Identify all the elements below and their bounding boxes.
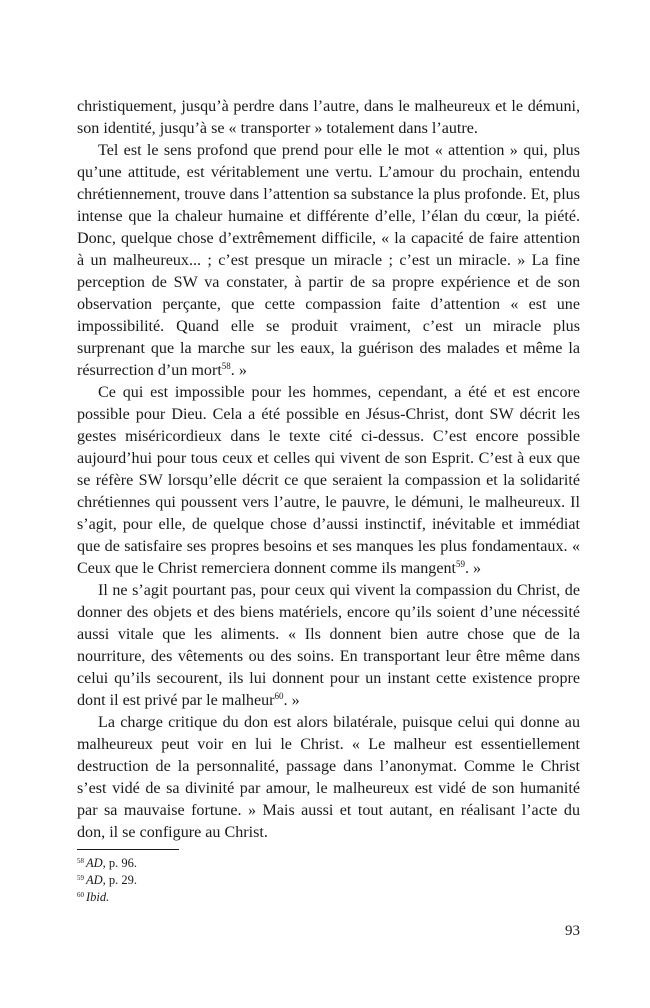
footnote-reference[interactable]: 59 xyxy=(455,559,465,569)
paragraph-closing: . » xyxy=(230,362,247,379)
footnote-reference[interactable]: 60 xyxy=(274,691,284,701)
footnote-reference[interactable]: 58 xyxy=(221,361,231,371)
paragraph-text: Il ne s’agit pourtant pas, pour ceux qui vivent la compassion du Christ, de donner des objets et des biens matériels, encore qu’ils soient d’une nécessité aussi vitale que les aliments. « Ils donnent bien autre chose que de la nourriture, des vêtements ou des soins. En transportant leur être même dans celui qu’ils secourent, ils lui donnent pour un instant cette existence propre dont il est privé par le malheur xyxy=(77,582,580,709)
footnote-divider xyxy=(77,849,179,850)
footnotes xyxy=(77,849,580,906)
footnote-item xyxy=(77,872,580,889)
footnote-number: 60 xyxy=(77,891,84,899)
footnote-page: , p. 96. xyxy=(102,856,138,870)
paragraph-text: Tel est le sens profond que prend pour elle le mot « attention » qui, plus qu’une attitude, est véritablement une vertu. L’amour du prochain, entendu chrétiennement, trouve dans l’attention sa substance la plus profonde. Et, plus intense que la chaleur humaine et différente d’elle, l’élan du cœur, la piété. Donc, quelque chose d’extrêmement difficile, « la capacité de faire attention à un malheureux... ; c’est presque un miracle ; c’est un miracle. » La fine perception de SW va constater, à partir de sa propre expérience et de son observation perçante, que cette compassion faite d’attention « est une impossibilité. Quand elle se produit vraiment, c’est un miracle plus surprenant que la marche sur les eaux, la guérison des malades et même la résurrection d’un mort xyxy=(77,142,580,379)
footnote-page: , p. 29. xyxy=(102,873,138,887)
paragraph-3 xyxy=(77,382,580,580)
footnote-source: AD xyxy=(86,856,103,870)
paragraph-text: Ce qui est impossible pour les hommes, cependant, a été et est encore possible pour Dieu. Cela a été possible en Jésus-Christ, dont SW décrit les gestes miséricordieux dans le texte cité ci-dessus. C’est encore possible aujourd’hui pour tous ceux et celles qui vivent de son Esprit. C’est à eux que se réfère SW lorsqu’elle décrit ce que seraient la compassion et la solidarité chrétiennes qui poussent vers l’autre, le pauvre, le démuni, le malheureux. Il s’agit, pour elle, de quelque chose d’aussi instinctif, inévitable et immédiat que de satisfaire ses propres besoins et ses manques les plus fondamentaux. « Ceux que le Christ remerciera donnent comme ils mangent xyxy=(77,384,580,577)
footnote-number: 58 xyxy=(77,857,84,865)
paragraph-text: La charge critique du don est alors bilatérale, puisque celui qui donne au malheureux peut voir en lui le Christ. « Le malheur est essentiellement destruction de la personnalité, passage dans l’anonymat. Comme le Christ s’est vidé de sa divinité par amour, le malheureux est vidé de son humanité par sa mauvaise fortune. » Mais aussi et tout autant, en réalisant l’acte du don, il se configure au Christ. xyxy=(77,714,580,841)
paragraph-1 xyxy=(77,96,580,140)
paragraph-2 xyxy=(77,140,580,382)
paragraph-closing: . » xyxy=(464,560,482,577)
paragraph-text: christiquement, jusqu’à perdre dans l’autre, dans le malheureux et le démuni, son identité, jusqu’à se « transporter » totalement dans l’autre. xyxy=(77,98,580,137)
paragraph-4 xyxy=(77,580,580,712)
footnote-number: 59 xyxy=(77,874,84,882)
page-number: 93 xyxy=(565,923,580,939)
footnote-source: AD xyxy=(86,873,103,887)
footnote-source: Ibid. xyxy=(86,890,110,904)
footnote-item xyxy=(77,889,580,906)
footnote-item xyxy=(77,855,580,872)
paragraph-5 xyxy=(77,712,580,844)
body-text xyxy=(77,96,580,844)
paragraph-closing: . » xyxy=(283,692,300,709)
